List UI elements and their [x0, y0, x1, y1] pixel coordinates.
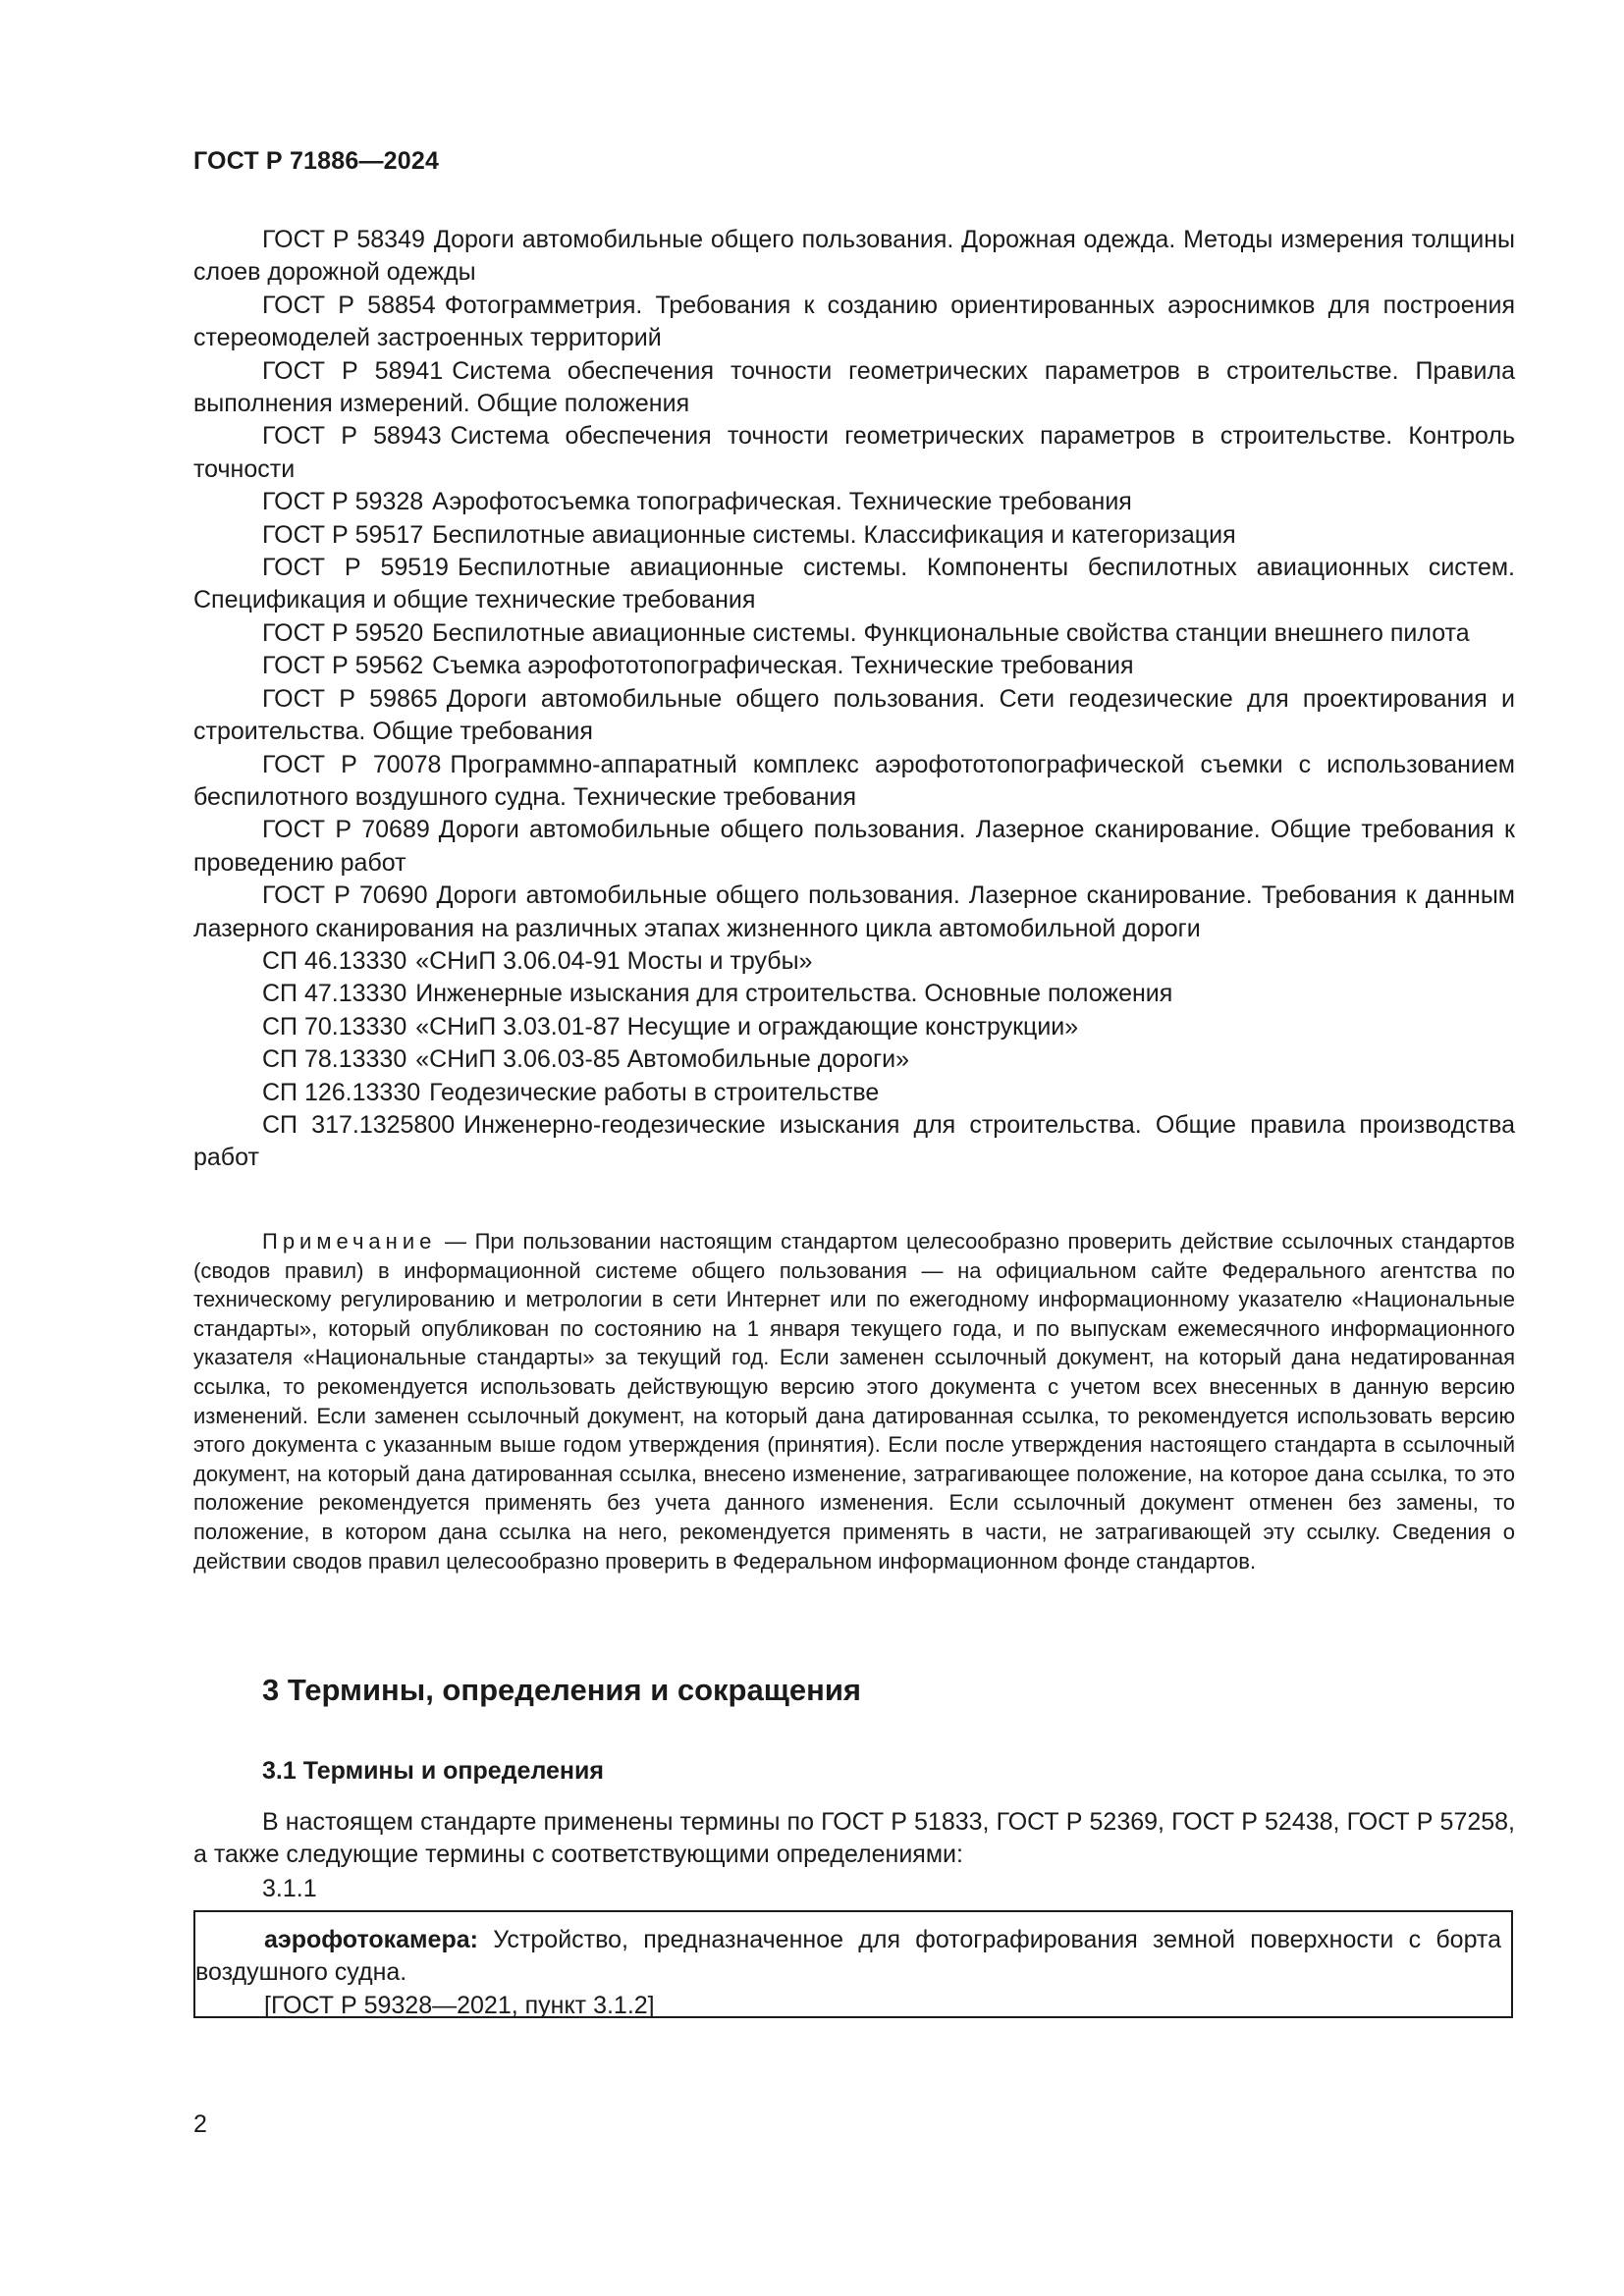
reference-title: Система обеспечения точности геометрических параметров в строительстве. Контроль точности	[193, 422, 1515, 483]
reference-code: ГОСТ Р 59520	[262, 618, 424, 647]
reference-title: Дороги автомобильные общего пользования. Сети геодезические для проектирования и строительства. Общие требования	[193, 684, 1515, 746]
note-paragraph	[193, 1227, 1515, 1575]
note-text: — При пользовании настоящим стандартом целесообразно проверить действие ссылочных стандартов (сводов правил) в информационной системе общего пользования — на официальном сайте Федерального агентства по техническому регулированию и метрологии в сети Интернет или по ежегодному информационному указателю «Национальные стандарты», который опубликован по состоянию на 1 января текущего года, и по выпускам ежемесячного информационного указателя «Национальные стандарты» за текущий год. Если заменен ссылочный документ, на который дана недатированная ссылка, то рекомендуется использовать действующую версию этого документа с учетом всех внесенных в данную версию изменений. Если заменен ссылочный документ, на который дана датированная ссылка, то рекомендуется использовать версию этого документа с указанным выше годом утверждения (принятия). Если после утверждения настоящего стандарта в ссылочный документ, на который дана датированная ссылка, внесено изменение, затрагивающее положение, на которое дана ссылка, то это положение рекомендуется применять без учета данного изменения. Если ссылочный документ отменен без замены, то положение, в котором дана ссылка на него, рекомендуется применять в части, не затрагивающей эту ссылку. Сведения о действии сводов правил целесообразно проверить в Федеральном информационном фонде стандартов.	[193, 1229, 1515, 1574]
reference-item	[193, 1109, 1515, 1175]
reference-item	[193, 290, 1515, 355]
reference-item	[193, 978, 1515, 1010]
reference-code: ГОСТ Р 58941	[262, 356, 444, 385]
reference-item	[193, 814, 1515, 880]
reference-title: «СНиП 3.06.04-91 Мосты и трубы»	[415, 946, 813, 975]
reference-title: «СНиП 3.06.03-85 Автомобильные дороги»	[415, 1045, 910, 1074]
reference-title: Беспилотные авиационные системы. Классификация и категоризация	[432, 520, 1236, 549]
reference-item	[193, 420, 1515, 486]
term-word: аэрофотокамера:	[264, 1926, 478, 1953]
reference-code: СП 78.13330	[262, 1045, 407, 1074]
reference-code: ГОСТ Р 59562	[262, 652, 424, 680]
term-definition-text: Устройство, предназначенное для фотографирования земной поверхности с борта воздушного судна.	[195, 1926, 1501, 1987]
reference-title: Беспилотные авиационные системы. Функциональные свойства станции внешнего пилота	[432, 618, 1470, 647]
term-source: [ГОСТ Р 59328—2021, пункт 3.1.2]	[264, 1992, 655, 2019]
reference-item	[193, 1011, 1515, 1043]
reference-item	[193, 224, 1515, 290]
reference-code: ГОСТ Р 58943	[262, 422, 442, 451]
reference-code: ГОСТ Р 70078	[262, 750, 442, 778]
reference-item	[193, 1077, 1515, 1109]
reference-code: ГОСТ Р 59519	[262, 554, 449, 582]
section-intro: В настоящем стандарте применены термины по ГОСТ Р 51833, ГОСТ Р 52369, ГОСТ Р 52438, ГОСТ Р 57258, а также следующие термины с соответствующими определениями:	[193, 1808, 1515, 1869]
reference-item	[193, 880, 1515, 945]
term-number: 3.1.1	[262, 1875, 317, 1902]
reference-title: «СНиП 3.03.01-87 Несущие и ограждающие конструкции»	[415, 1012, 1079, 1041]
reference-code: ГОСТ Р 59517	[262, 520, 424, 549]
reference-code: ГОСТ Р 70690	[262, 881, 428, 910]
reference-title: Аэрофотосъемка топографическая. Технические требования	[432, 488, 1132, 516]
subsection-title: 3.1 Термины и определения	[262, 1757, 604, 1785]
reference-title: Съемка аэрофототопографическая. Технические требования	[432, 652, 1134, 680]
reference-code: СП 317.1325800	[262, 1110, 456, 1139]
term-definition-box	[193, 1910, 1513, 2018]
reference-title: Система обеспечения точности геометрических параметров в строительстве. Правила выполнения измерений. Общие положения	[193, 356, 1515, 418]
reference-code: ГОСТ Р 59865	[262, 684, 438, 713]
reference-code: ГОСТ Р 58854	[262, 291, 436, 319]
reference-title: Дороги автомобильные общего пользования. Дорожная одежда. Методы измерения толщины слоев дорожной одежды	[193, 226, 1515, 287]
reference-title: Дороги автомобильные общего пользования. Лазерное сканирование. Общие требования к проведению работ	[193, 816, 1515, 877]
reference-item	[193, 355, 1515, 421]
reference-code: ГОСТ Р 59328	[262, 488, 424, 516]
reference-item	[193, 683, 1515, 749]
reference-title: Фотограмметрия. Требования к созданию ориентированных аэроснимков для построения стереомоделей застроенных территорий	[193, 291, 1515, 352]
reference-code: СП 47.13330	[262, 980, 407, 1008]
reference-item	[193, 749, 1515, 815]
reference-code: ГОСТ Р 58349	[262, 226, 425, 253]
term-definition	[195, 1924, 1511, 1990]
reference-item	[193, 650, 1515, 682]
reference-title: Программно-аппаратный комплекс аэрофототопографической съемки с использованием беспилотного воздушного судна. Технические требования	[193, 750, 1515, 811]
reference-item	[193, 617, 1515, 650]
reference-code: СП 126.13330	[262, 1078, 421, 1106]
note-label: Примечание	[262, 1229, 437, 1254]
reference-item	[193, 1043, 1515, 1076]
reference-item	[193, 486, 1515, 518]
reference-item	[193, 552, 1515, 617]
reference-title: Беспилотные авиационные системы. Компоненты беспилотных авиационных систем. Спецификация и общие технические требования	[193, 554, 1515, 614]
normative-references-list	[193, 224, 1515, 1175]
section-title: 3 Термины, определения и сокращения	[262, 1673, 861, 1707]
reference-title: Дороги автомобильные общего пользования. Лазерное сканирование. Требования к данным лазерного сканирования на различных этапах жизненного цикла автомобильной дороги	[193, 881, 1515, 942]
reference-item	[193, 519, 1515, 552]
reference-code: ГОСТ Р 70689	[262, 816, 430, 844]
reference-code: СП 70.13330	[262, 1012, 407, 1041]
page-number: 2	[193, 2110, 207, 2138]
reference-code: СП 46.13330	[262, 946, 407, 975]
reference-title: Инженерные изыскания для строительства. Основные положения	[415, 980, 1173, 1008]
reference-item	[193, 945, 1515, 978]
reference-title: Инженерно-геодезические изыскания для строительства. Общие правила производства работ	[193, 1110, 1516, 1172]
document-header-id: ГОСТ Р 71886—2024	[193, 147, 440, 175]
reference-title: Геодезические работы в строительстве	[429, 1078, 880, 1106]
